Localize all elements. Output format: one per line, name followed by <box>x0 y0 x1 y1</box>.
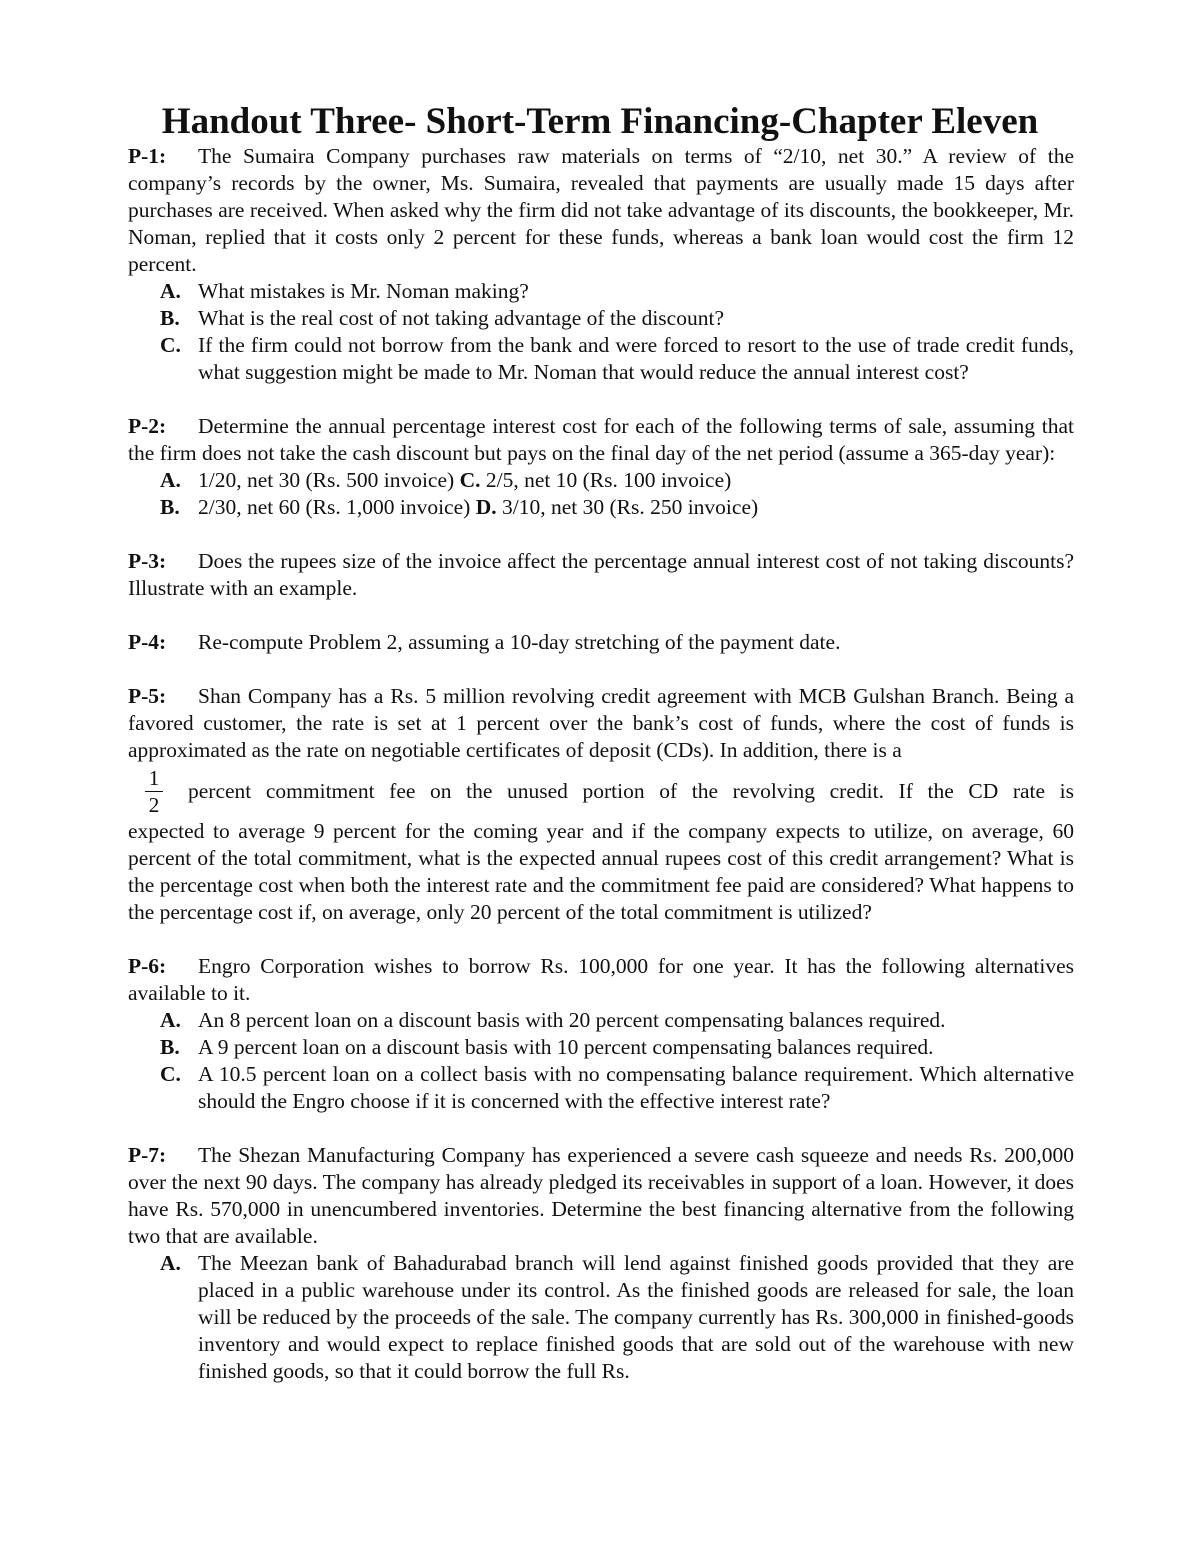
problem-1-item-c <box>128 332 1074 386</box>
problem-2-row-1 <box>128 467 1074 494</box>
problem-1-item-a <box>128 278 1074 305</box>
problem-6-statement <box>128 953 1074 1007</box>
problem-1 <box>128 143 1074 386</box>
item-label: B. <box>160 1035 180 1059</box>
item-label: A. <box>160 468 181 492</box>
problem-6-item-a <box>128 1007 1074 1034</box>
problem-5-continuation: expected to average 9 percent for the coming year and if the company expects to utilize, on average, 60 percent of the total commitment, what is the expected annual rupees cost of this credit arrangement? What is the percentage cost when both the interest rate and the commitment fee paid are considered? What happens to the percentage cost if, on average, only 20 percent of the total commitment is utilized? <box>128 819 1074 924</box>
problem-5-statement <box>128 683 1074 764</box>
problem-3-text: Does the rupees size of the invoice affect the percentage annual interest cost of not taking discounts? Illustrate with an example. <box>128 549 1074 600</box>
problem-1-label: P-1: <box>128 144 167 168</box>
problem-7-label: P-7: <box>128 1143 167 1167</box>
item-text: The Meezan bank of Bahadurabad branch will lend against finished goods provided that they are placed in a public warehouse under its control. As the finished goods are released for sale, the loan will be reduced by the proceeds of the sale. The company currently has Rs. 300,000 in finished-goods inventory and would expect to replace finished goods that are sold out of the warehouse with new finished goods, so that it could borrow the full Rs. <box>198 1251 1074 1383</box>
problem-1-text: The Sumaira Company purchases raw materials on terms of “2/10, net 30.” A review of the company’s records by the owner, Ms. Sumaira, revealed that payments are usually made 15 days after purchases are received. When asked why the firm did not take advantage of its discounts, the bookkeeper, Mr. Noman, replied that it costs only 2 percent for these funds, whereas a bank loan would cost the firm 12 percent. <box>128 144 1074 276</box>
problem-6-text: Engro Corporation wishes to borrow Rs. 100,000 for one year. It has the following alternatives available to it. <box>128 954 1074 1005</box>
item-label: C. <box>160 1062 181 1086</box>
fraction-numerator: 1 <box>145 766 164 792</box>
problem-5-fraction-line <box>128 764 1074 818</box>
spacer <box>128 521 1074 548</box>
fraction-denominator: 2 <box>148 792 160 817</box>
problem-4-text: Re-compute Problem 2, assuming a 10-day stretching of the payment date. <box>198 630 841 654</box>
handout-title: Handout Three- Short-Term Financing-Chapter Eleven <box>161 101 1039 142</box>
problem-7-text: The Shezan Manufacturing Company has experienced a severe cash squeeze and needs Rs. 200,000 over the next 90 days. The company has already pledged its receivables in support of a loan. However, it does have Rs. 570,000 in unencumbered inventories. Determine the best financing alternative from the following two that are available. <box>128 1143 1074 1248</box>
problem-4 <box>128 629 1074 656</box>
item-label-2: C. <box>459 468 481 492</box>
problem-6-item-b <box>128 1034 1074 1061</box>
item-text-2: 3/10, net 30 (Rs. 250 invoice) <box>501 495 759 519</box>
problem-6-item-c <box>128 1061 1074 1115</box>
problem-4-statement <box>128 629 1074 656</box>
item-text: A 9 percent loan on a discount basis with 10 percent compensating balances required. <box>198 1035 934 1059</box>
item-text: 1/20, net 30 (Rs. 500 invoice) <box>198 468 455 492</box>
spacer <box>128 656 1074 683</box>
problem-3-label: P-3: <box>128 549 167 573</box>
problem-2-statement <box>128 413 1074 467</box>
problem-5-text: Shan Company has a Rs. 5 million revolving credit agreement with MCB Gulshan Branch. Being a favored customer, the rate is set at 1 percent over the bank’s cost of funds, where the cost of funds is approximated as the rate on negotiable certificates of deposit (CDs). In addition, there is a <box>128 684 1074 762</box>
item-text: An 8 percent loan on a discount basis with 20 percent compensating balances required. <box>198 1008 946 1032</box>
item-label-2: D. <box>475 495 497 519</box>
item-label: B. <box>160 495 180 519</box>
problem-6-label: P-6: <box>128 954 167 978</box>
item-text: If the firm could not borrow from the bank and were forced to resort to the use of trade credit funds, what suggestion might be made to Mr. Noman that would reduce the annual interest cost? <box>198 333 1074 384</box>
problem-2-label: P-2: <box>128 414 167 438</box>
problem-1-statement <box>128 143 1074 278</box>
item-text-2: 2/5, net 10 (Rs. 100 invoice) <box>485 468 732 492</box>
problem-2 <box>128 413 1074 521</box>
problems-list <box>128 143 1074 1385</box>
spacer <box>128 926 1074 953</box>
item-label: A. <box>160 1251 181 1275</box>
problem-7-item-a <box>128 1250 1074 1385</box>
item-text: 2/30, net 60 (Rs. 1,000 invoice) <box>198 495 471 519</box>
item-text: What is the real cost of not taking advantage of the discount? <box>198 306 724 330</box>
item-label: A. <box>160 279 181 303</box>
item-label: C. <box>160 333 181 357</box>
problem-4-label: P-4: <box>128 630 167 654</box>
problem-3 <box>128 548 1074 602</box>
spacer <box>128 602 1074 629</box>
spacer <box>128 1115 1074 1142</box>
problem-2-text: Determine the annual percentage interest cost for each of the following terms of sale, assuming that the firm does not take the cash discount but pays on the final day of the net period (assume a 365-day year): <box>128 414 1074 465</box>
problem-5 <box>128 683 1074 926</box>
problem-5-label: P-5: <box>128 684 167 708</box>
problem-6 <box>128 953 1074 1115</box>
item-label: B. <box>160 306 180 330</box>
problem-7-statement <box>128 1142 1074 1250</box>
item-text: A 10.5 percent loan on a collect basis with no compensating balance requirement. Which alternative should the Engro choose if it is concerned with the effective interest rate? <box>198 1062 1074 1113</box>
item-label: A. <box>160 1008 181 1032</box>
problem-7 <box>128 1142 1074 1385</box>
fraction-line-text: percent commitment fee on the unused portion of the revolving credit. If the CD rate is <box>188 778 1074 803</box>
problem-3-statement <box>128 548 1074 602</box>
one-half-fraction <box>142 766 166 817</box>
problem-2-row-2 <box>128 494 1074 521</box>
problem-1-item-b <box>128 305 1074 332</box>
item-text: What mistakes is Mr. Noman making? <box>198 279 529 303</box>
spacer <box>128 386 1074 413</box>
